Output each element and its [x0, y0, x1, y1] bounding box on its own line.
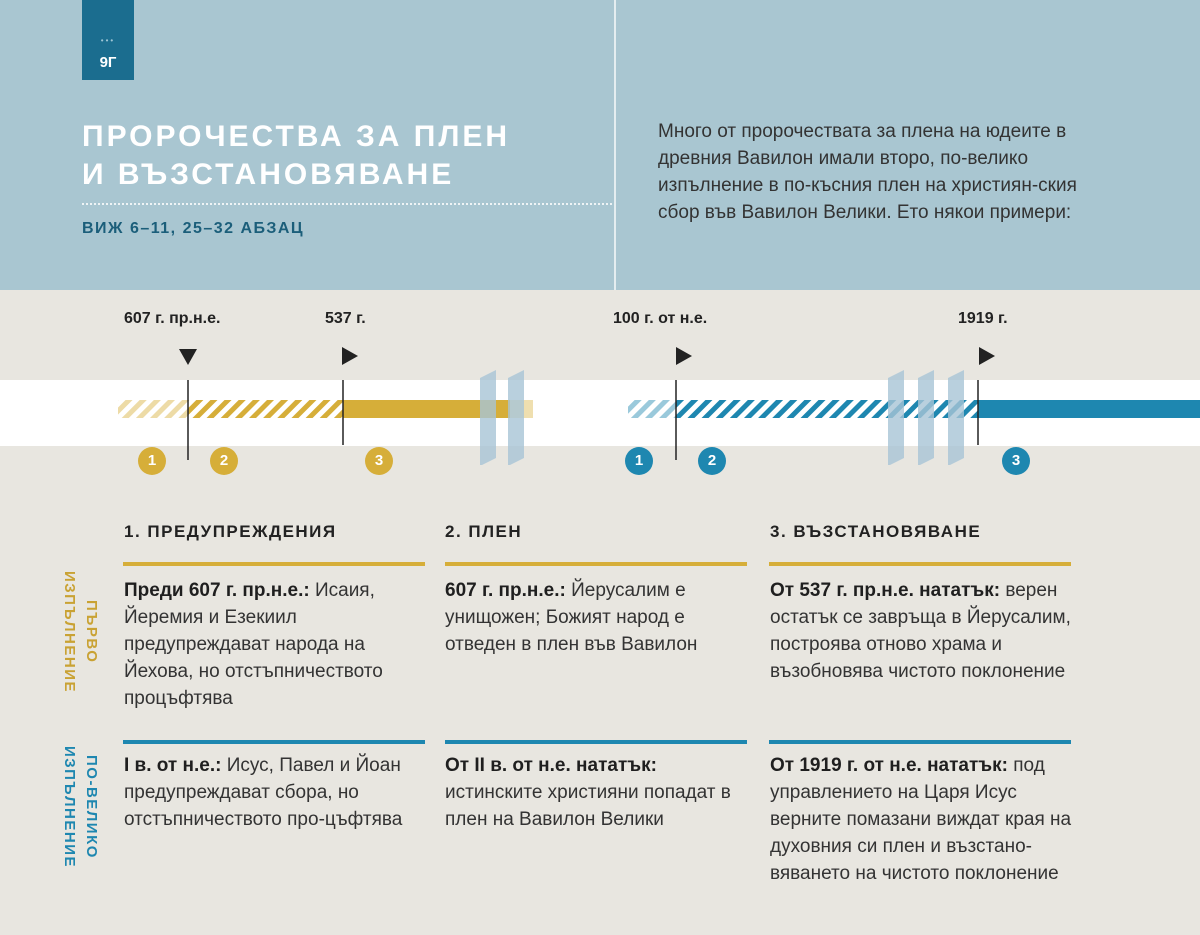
- cell-second-warnings: [124, 752, 414, 833]
- row-label-first: ПЪРВО ИЗПЪЛНЕНИЕ: [61, 571, 100, 693]
- cell-second-restoration: [770, 752, 1085, 887]
- first-step-2: 2: [210, 447, 238, 475]
- title-line-2: И ВЪЗСТАНОВЯВАНЕ: [82, 158, 455, 191]
- title-divider: [82, 203, 612, 205]
- right-arrow-icon: [977, 346, 997, 366]
- column-heading-captivity: 2. ПЛЕН: [445, 522, 523, 541]
- divider-second-2: [445, 740, 747, 744]
- cell-lead: От 537 г. пр.н.е. нататък:: [770, 580, 1001, 601]
- first-step-1: 1: [138, 447, 166, 475]
- first-solid-bar: [343, 400, 533, 418]
- page-title: [82, 118, 602, 194]
- cell-lead: От II в. от н.е. нататък:: [445, 755, 657, 776]
- cell-second-captivity: [445, 752, 745, 833]
- divider-second-3: [769, 740, 1071, 744]
- cell-first-captivity: [445, 577, 745, 658]
- cell-first-warnings: [124, 577, 434, 712]
- second-hatch-faded: [628, 400, 676, 418]
- divider-second-1: [123, 740, 425, 744]
- header-divider: [614, 0, 616, 290]
- cell-text: Йерусалим е унищожен; Божият народ е отведен в плен във Вавилон: [445, 580, 698, 655]
- column-heading-restoration: 3. ВЪЗСТАНОВЯВАНЕ: [770, 522, 982, 541]
- cell-first-restoration: [770, 577, 1075, 685]
- down-arrow-icon: [178, 347, 198, 367]
- title-line-1: ПРОРОЧЕСТВА ЗА ПЛЕН: [82, 120, 511, 153]
- second-step-2: 2: [698, 447, 726, 475]
- column-heading-warnings: 1. ПРЕДУПРЕЖДЕНИЯ: [124, 522, 337, 541]
- first-hatch-faded: [118, 400, 188, 418]
- second-break: [948, 370, 964, 465]
- paragraph-reference: ВИЖ 6–11, 25–32 АБЗАЦ: [82, 220, 305, 237]
- cell-text: верен остатък се завръща в Йерусалим, построява отново храма и възобновява чистото поклонение: [770, 580, 1071, 682]
- badge-number: 9Г: [99, 54, 117, 71]
- divider-first-2: [445, 562, 747, 566]
- second-step-3: 3: [1002, 447, 1030, 475]
- badge-dots: •••: [100, 36, 116, 45]
- first-break: [508, 370, 524, 465]
- cell-text: под управлението на Царя Исус верните помазани виждат края на духовния си плен и възстано-вяването на чистото поклонение: [770, 755, 1072, 884]
- intro-text: Много от пророчествата за плена на юдеите в древния Вавилон имали второ, по-велико изпълнение в по-късния плен на християн-ския сбор във Вавилон Велики. Ето някои примери:: [658, 121, 1077, 223]
- cell-lead: 607 г. пр.н.е.:: [445, 580, 566, 601]
- date-label-537: 537 г.: [325, 310, 366, 327]
- cell-text: Исус, Павел и Йоан предупреждават сбора, но отстъпничеството про-цъфтява: [124, 755, 403, 830]
- first-hatch: [188, 400, 343, 418]
- cell-text: истинските християни попадат в плен на Вавилон Велики: [445, 782, 731, 830]
- second-break: [918, 370, 934, 465]
- divider-first-3: [769, 562, 1071, 566]
- date-label-1919: 1919 г.: [958, 310, 1008, 327]
- second-solid-bar: [978, 400, 1200, 418]
- date-label-100: 100 г. от н.е.: [613, 310, 708, 327]
- cell-lead: От 1919 г. от н.е. нататък:: [770, 755, 1008, 776]
- date-label-607: 607 г. пр.н.е.: [124, 310, 221, 327]
- right-arrow-icon: [340, 346, 360, 366]
- right-arrow-icon: [674, 346, 694, 366]
- cell-text: Исаия, Йеремия и Езекиил предупреждават народа на Йехова, но отстъпничеството процъфтява: [124, 580, 383, 709]
- divider-first-1: [123, 562, 425, 566]
- second-break: [888, 370, 904, 465]
- section-badge: [82, 0, 134, 80]
- first-break: [480, 370, 496, 465]
- first-step-3: 3: [365, 447, 393, 475]
- row-label-second: ПО-ВЕЛИКО ИЗПЪЛНЕНИЕ: [61, 746, 100, 868]
- cell-lead: Преди 607 г. пр.н.е.:: [124, 580, 310, 601]
- cell-lead: I в. от н.е.:: [124, 755, 222, 776]
- second-step-1: 1: [625, 447, 653, 475]
